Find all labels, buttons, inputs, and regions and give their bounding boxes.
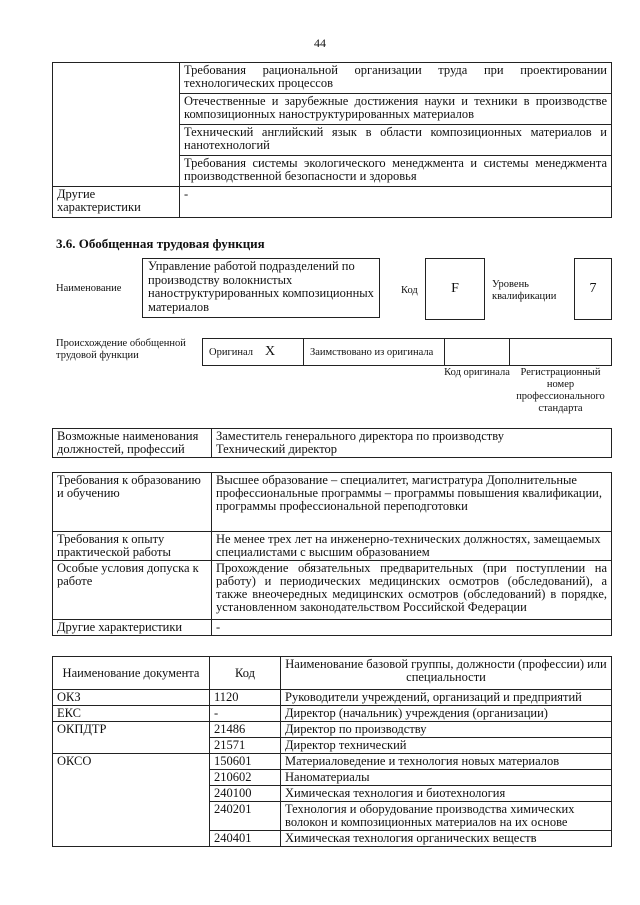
row-name: Директор технический bbox=[281, 738, 612, 754]
row-name: Химическая технология органических веществ bbox=[281, 831, 612, 847]
requirement-label: Особые условия допуска к работе bbox=[53, 561, 212, 620]
knowledge-table bbox=[52, 62, 612, 218]
knowledge-item: Требования системы экологического менеджмента и системы менеджмента производственной безопасности и здоровья bbox=[180, 156, 612, 187]
knowledge-item: Требования рациональной организации труда при проектировании технологических процессов bbox=[180, 63, 612, 94]
table-row bbox=[53, 63, 612, 94]
knowledge-item: Технический английский язык в области композиционных материалов и нанотехнологий bbox=[180, 125, 612, 156]
row-name: Химическая технология и биотехнология bbox=[281, 786, 612, 802]
requirement-value: Прохождение обязательных предварительных (при поступлении на работу) и периодических медицинских осмотров (обследований), а также внеочередных медицинских осмотров (обследований) в порядке, установленном законодательством Российской Федерации bbox=[212, 561, 612, 620]
row-code: 1120 bbox=[210, 690, 281, 706]
page-number: 44 bbox=[314, 36, 326, 50]
header-doc: Наименование документа bbox=[53, 657, 210, 690]
row-doc: ОКЗ bbox=[53, 690, 210, 706]
borrowed-label: Заимствовано из оригинала bbox=[310, 347, 434, 358]
origin-label: Происхождение обобщенной трудовой функции bbox=[56, 338, 186, 361]
row-name: Технология и оборудование производства химических волокон и композиционных материалов на их основе bbox=[281, 802, 612, 831]
requirements-table bbox=[52, 472, 612, 636]
origin-borrowed-cell bbox=[303, 338, 445, 366]
header-name: Наименование базовой группы, должности (профессии) или специальности bbox=[281, 657, 612, 690]
row-code: 240401 bbox=[210, 831, 281, 847]
table-row bbox=[53, 754, 612, 770]
table-row bbox=[53, 561, 612, 620]
positions-table bbox=[52, 428, 612, 458]
original-mark: X bbox=[265, 344, 276, 359]
level-value: 7 bbox=[574, 258, 612, 320]
other-value: - bbox=[180, 187, 612, 218]
row-doc: ОКСО bbox=[53, 754, 210, 847]
row-name: Директор по производству bbox=[281, 722, 612, 738]
original-label: Оригинал bbox=[209, 347, 253, 358]
requirement-label: Требования к опыту практической работы bbox=[53, 532, 212, 561]
row-code: 210602 bbox=[210, 770, 281, 786]
requirement-label: Требования к образованию и обучению bbox=[53, 473, 212, 532]
row-code: 21571 bbox=[210, 738, 281, 754]
table-row bbox=[53, 429, 612, 458]
knowledge-item: Отечественные и зарубежные достижения науки и техники в производстве композиционных наноструктурированных материалов bbox=[180, 94, 612, 125]
row-code: 240100 bbox=[210, 786, 281, 802]
function-name: Управление работой подразделений по производству волокнистых наноструктурированных композиционных материалов bbox=[142, 258, 380, 318]
position-item: Технический директор bbox=[216, 442, 337, 456]
requirement-label: Другие характеристики bbox=[53, 620, 212, 636]
table-row bbox=[53, 722, 612, 738]
requirement-value: Высшее образование – специалитет, магистратура Дополнительные профессиональные программы – программы повышения квалификации, программы профессиональной переподготовки bbox=[212, 473, 612, 532]
row-code: 150601 bbox=[210, 754, 281, 770]
level-label: Уровень квалификации bbox=[492, 279, 557, 302]
position-item: Заместитель генерального директора по производству bbox=[216, 429, 504, 443]
row-code: - bbox=[210, 706, 281, 722]
row-name: Руководители учреждений, организаций и предприятий bbox=[281, 690, 612, 706]
row-doc: ОКПДТР bbox=[53, 722, 210, 754]
row-code: 240201 bbox=[210, 802, 281, 831]
name-label: Наименование bbox=[56, 283, 122, 294]
row-code: 21486 bbox=[210, 722, 281, 738]
origin-original-cell bbox=[202, 338, 304, 366]
origin-code-cell bbox=[444, 338, 510, 366]
row-doc: ЕКС bbox=[53, 706, 210, 722]
row-name: Наноматериалы bbox=[281, 770, 612, 786]
function-code: F bbox=[425, 258, 485, 320]
table-row bbox=[53, 473, 612, 532]
table-row bbox=[53, 690, 612, 706]
positions-label: Возможные наименования должностей, профессий bbox=[53, 429, 212, 458]
code-label: Код bbox=[401, 285, 418, 296]
table-header-row bbox=[53, 657, 612, 690]
origin-reg-cell bbox=[509, 338, 612, 366]
reg-caption: Регистрационный номер профессионального стандарта bbox=[516, 367, 605, 414]
requirement-value: Не менее трех лет на инженерно-технических должностях, замещаемых специалистами с высшим образованием bbox=[212, 532, 612, 561]
section-title: 3.6. Обобщенная трудовая функция bbox=[56, 236, 265, 251]
row-name: Материаловедение и технология новых материалов bbox=[281, 754, 612, 770]
table-row bbox=[53, 706, 612, 722]
table-row bbox=[53, 532, 612, 561]
header-code: Код bbox=[210, 657, 281, 690]
requirement-value: - bbox=[212, 620, 612, 636]
other-label: Другие характеристики bbox=[53, 187, 180, 218]
code-caption: Код оригинала bbox=[444, 367, 510, 378]
positions-values bbox=[212, 429, 612, 458]
row-name: Директор (начальник) учреждения (организации) bbox=[281, 706, 612, 722]
table-row bbox=[53, 187, 612, 218]
classifiers-table bbox=[52, 656, 612, 847]
table-row bbox=[53, 620, 612, 636]
